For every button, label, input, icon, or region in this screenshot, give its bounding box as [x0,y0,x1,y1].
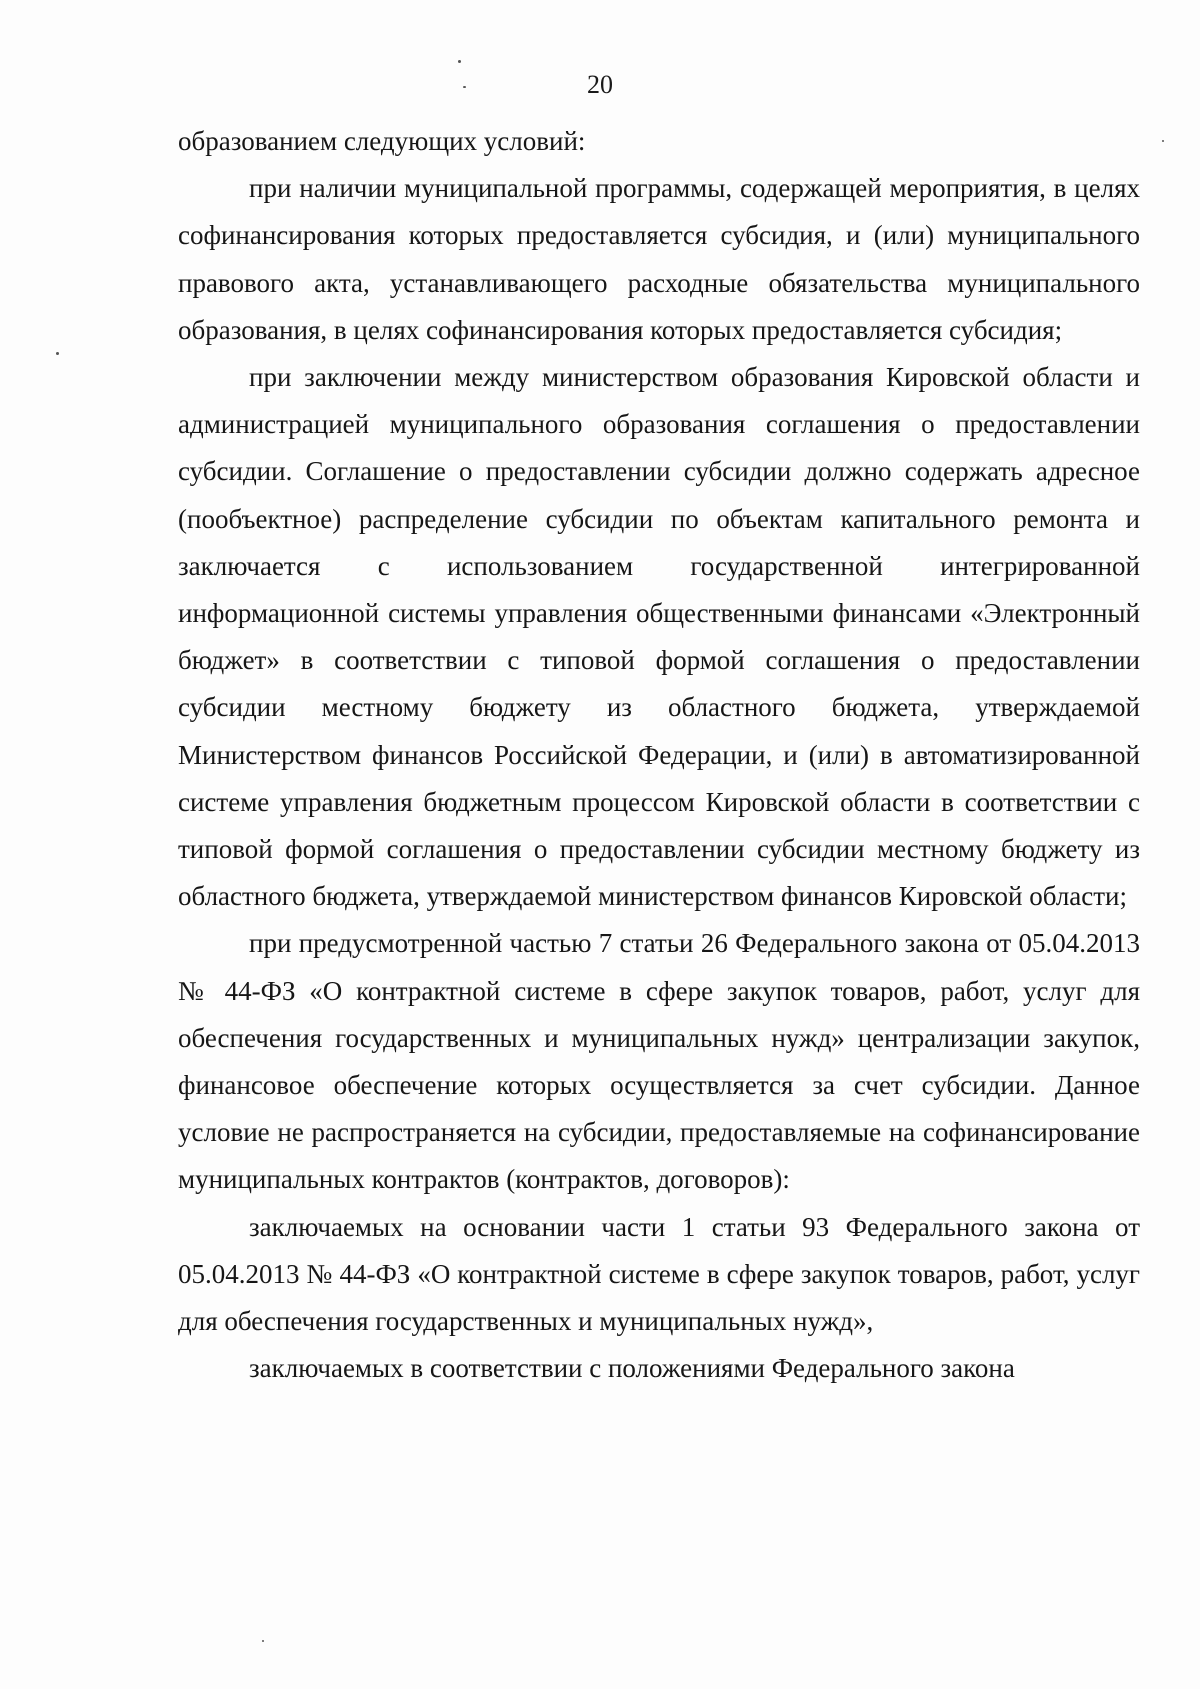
paragraph-6: заключаемых в соответствии с положениями Федерального закона [249,1353,1015,1384]
scan-speck [56,352,59,355]
scan-speck [262,1640,264,1642]
document-body [178,118,1140,1392]
paragraph-3: при заключении между министерством образования Кировской области и администрацией муниципального образования соглашения о предоставлении субсидии. Соглашение о предоставлении субсидии должно содержать адресное (пообъектное) распределение субсидии по объектам капитального ремонта и заключается с использованием государственной интегрированной информационной системы управления общественными финансами «Электронный бюджет» в соответствии с типовой формой соглашения о предоставлении субсидии местному бюджету из областного бюджета, утверждаемой Министерством финансов Российской Федерации, и (или) в автоматизированной системе управления бюджетным процессом Кировской области в соответствии с типовой формой соглашения о предоставлении субсидии местному бюджету из областного бюджета, утверждаемой министерством финансов Кировской области; [178,362,1140,912]
scan-speck [458,60,461,63]
paragraph-2: при наличии муниципальной программы, содержащей мероприятия, в целях софинансирования которых предоставляется субсидия, и (или) муниципального правового акта, устанавливающего расходные обязательства муниципального образования, в целях софинансирования которых предоставляется субсидия; [178,173,1140,345]
paragraph-5: заключаемых на основании части 1 статьи 93 Федерального закона от 05.04.2013 № 44-ФЗ «О контрактной системе в сфере закупок товаров, работ, услуг для обеспечения государственных и муниципальных нужд», [178,1211,1140,1337]
scan-speck [463,86,466,88]
paragraph-4: при предусмотренной частью 7 статьи 26 Федерального закона от 05.04.2013 № 44-ФЗ «О контрактной системе в сфере закупок товаров, работ, услуг для обеспечения государственных и муниципальных нужд» централизации закупок, финансовое обеспечение которых осуществляется за счет субсидии. Данное условие не распространяется на субсидии, предоставляемые на софинансирование муниципальных контрактов (контрактов, договоров): [178,928,1140,1195]
paragraph-1: образованием следующих условий: [178,126,586,156]
scan-speck [1162,140,1164,142]
page-number: 20 [587,70,613,99]
